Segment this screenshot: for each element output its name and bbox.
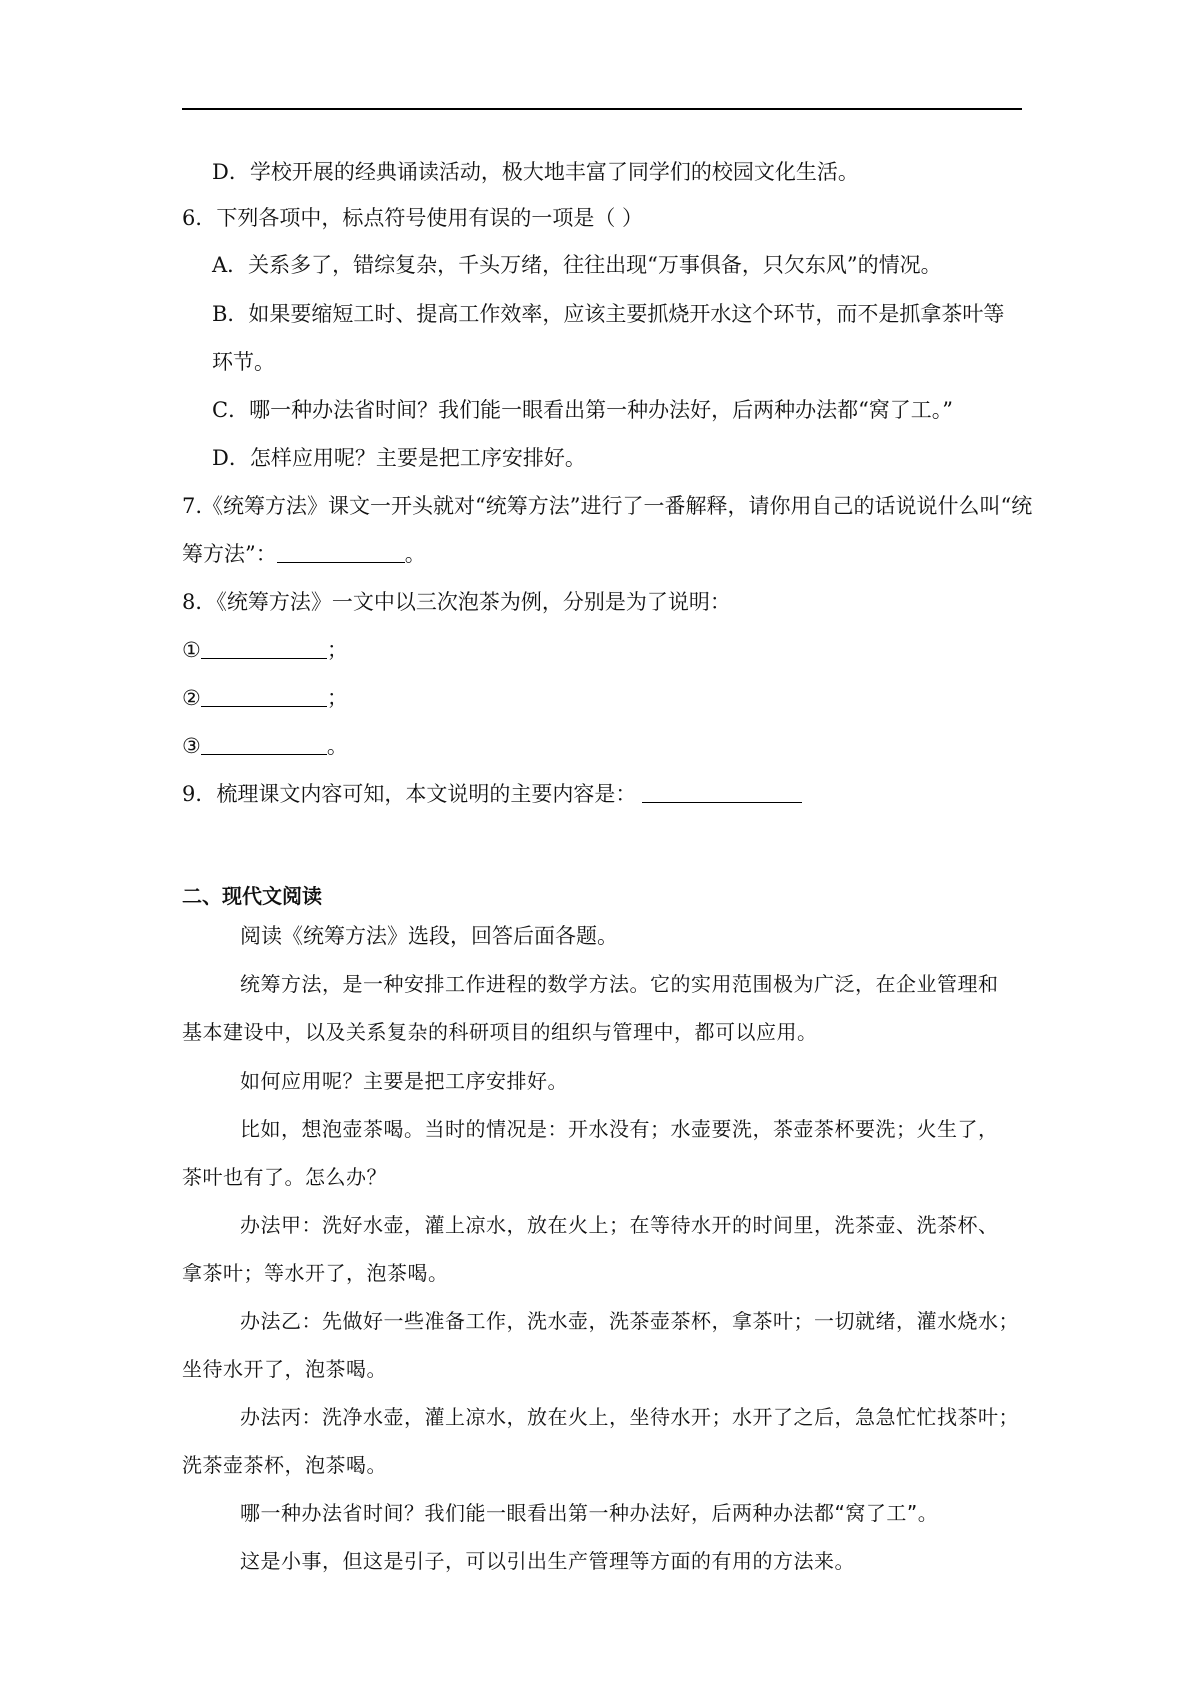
passage-p4-line1: 办法甲：洗好水壶，灌上凉水，放在火上；在等待水开的时间里，洗茶壶、洗茶杯、 [240, 1213, 999, 1237]
passage-p7: 哪一种办法省时间？我们能一眼看出第一种办法好，后两种办法都“窝了工”。 [240, 1501, 939, 1525]
q8-item-end: ； [326, 686, 348, 710]
passage-p1-line1: 统筹方法，是一种安排工作进程的数学方法。它的实用范围极为广泛，在企业管理和 [240, 972, 999, 996]
passage-p5-line1: 办法乙：先做好一些准备工作，洗水壶，洗茶壶茶杯，拿茶叶；一切就绪，灌水烧水； [240, 1309, 1019, 1333]
q8-item-marker: ② [182, 686, 201, 710]
q8-item-end: 。 [326, 734, 348, 758]
q6-option-d: D．怎样应用呢？主要是把工序安排好。 [212, 446, 586, 470]
passage-p4-line2: 拿茶叶；等水开了，泡茶喝。 [182, 1261, 449, 1285]
passage-p8: 这是小事，但这是引子，可以引出生产管理等方面的有用的方法来。 [240, 1549, 855, 1573]
passage-p3-line1: 比如，想泡壶茶喝。当时的情况是：开水没有；水壶要洗，茶壶茶杯要洗；火生了， [240, 1117, 999, 1141]
q8-answer-blank-1[interactable] [201, 638, 327, 659]
q7-answer-blank[interactable] [277, 542, 405, 563]
q8-answer-blank-3[interactable] [201, 734, 327, 755]
q7-suffix: 。 [404, 542, 426, 566]
reading-intro: 阅读《统筹方法》选段，回答后面各题。 [240, 924, 618, 948]
q7-stem: 7.《统筹方法》课文一开头就对“统筹方法”进行了一番解释，请你用自己的话说说什么叫“统 [182, 494, 1033, 518]
passage-p2: 如何应用呢？主要是把工序安排好。 [240, 1069, 568, 1093]
q6-option-a: A．关系多了，错综复杂，千头万绪，往往出现“万事俱备，只欠东风”的情况。 [212, 253, 942, 277]
passage-p6-line1: 办法丙：洗净水壶，灌上凉水，放在火上，坐待水开；水开了之后，急急忙忙找茶叶； [240, 1405, 1019, 1429]
q8-item-marker: ① [182, 638, 201, 662]
q9-answer-blank[interactable] [642, 782, 802, 803]
passage-p3-line2: 茶叶也有了。怎么办？ [182, 1165, 387, 1189]
q7-prefix: 筹方法”： [182, 542, 277, 566]
section-heading: 二、现代文阅读 [182, 884, 322, 908]
q5-option-d: D．学校开展的经典诵读活动，极大地丰富了同学们的校园文化生活。 [212, 160, 859, 184]
q6-option-b: B．如果要缩短工时、提高工作效率，应该主要抓烧开水这个环节，而不是抓拿茶叶等 [212, 302, 1005, 326]
q8-item-2 [182, 684, 1032, 712]
passage-p5-line2: 坐待水开了，泡茶喝。 [182, 1357, 387, 1381]
q8-stem: 8．《统筹方法》一文中以三次泡茶为例，分别是为了说明： [182, 590, 731, 614]
q8-item-3 [182, 732, 1032, 760]
passage-p1-line2: 基本建设中，以及关系复杂的科研项目的组织与管理中，都可以应用。 [182, 1020, 818, 1044]
q9-text: 9．梳理课文内容可知，本文说明的主要内容是： [182, 782, 637, 806]
header-rule [182, 108, 1022, 110]
q6-stem: 6．下列各项中，标点符号使用有误的一项是（ ） [182, 206, 644, 230]
q6-option-b-cont: 环节。 [212, 350, 275, 374]
q9-stem [182, 780, 1032, 808]
q7-stem-cont [182, 540, 1032, 568]
q8-item-1 [182, 636, 1032, 664]
q8-item-marker: ③ [182, 734, 201, 758]
q8-item-end: ； [326, 638, 348, 662]
q6-option-c: C．哪一种办法省时间？我们能一眼看出第一种办法好，后两种办法都“窝了工。” [212, 398, 954, 422]
q8-answer-blank-2[interactable] [201, 686, 327, 707]
passage-p6-line2: 洗茶壶茶杯，泡茶喝。 [182, 1453, 387, 1477]
